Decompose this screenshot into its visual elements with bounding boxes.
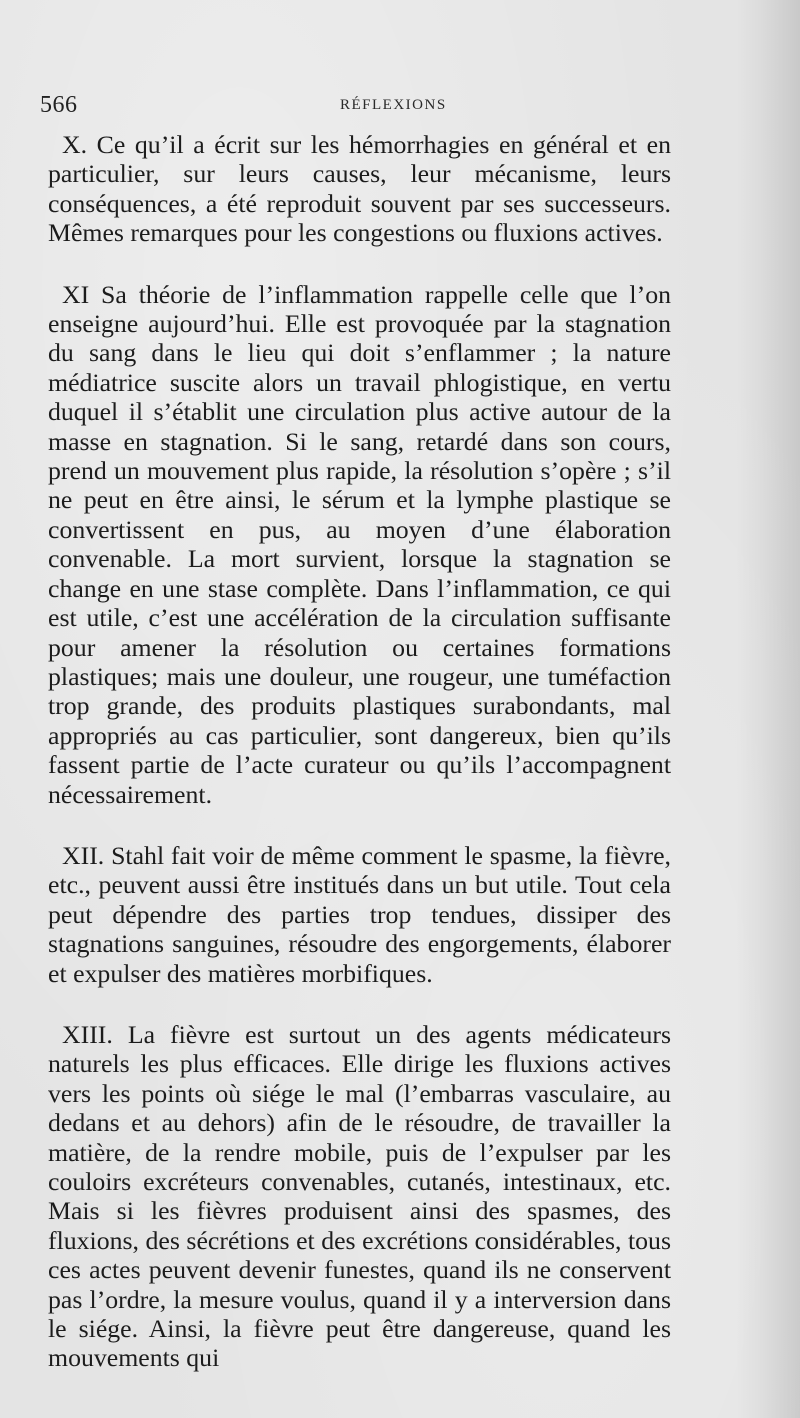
paragraph-xi: XI Sa théorie de l’inflammation rappelle celle que l’on enseigne aujourd’hui. Elle est provoquée par la stagnation du sang dans le lieu qui doit s’enflammer ; la nature médiatrice suscite alors un travail phlogistique, en vertu duquel il s’établit une circulation plus active autour de la masse en stagnation. Si le sang, retardé dans son cours, prend un mouvement plus rapide, la résolution s’opère ; s’il ne peut en être ainsi, le sérum et la lymphe plastique se convertissent en pus, au moyen d’une élaboration convenable. La mort survient, lorsque la stagnation se change en une stase complète. Dans l’inflammation, ce qui est utile, c’est une accélération de la circulation suffisante pour amener la résolution ou certaines formations plastiques; mais une douleur, une rougeur, une tuméfaction trop grande, des produits plastiques surabondants, mal appropriés au cas particulier, sont dangereux, bien qu’ils fassent partie de l’acte curateur ou qu’ils l’accompagnent nécessairement.	[48, 279, 671, 809]
page-number: 566	[40, 92, 78, 118]
running-head: RÉFLEXIONS	[340, 97, 447, 113]
paragraph-xii: XII. Stahl fait voir de même comment le spasme, la fièvre, etc., peuvent aussi être institués dans un but utile. Tout cela peut dépendre des parties trop tendues, dissiper des stagnations sanguines, résoudre des engorgements, élaborer et expulser des matières morbifiques.	[48, 840, 671, 988]
page-header	[40, 92, 680, 126]
body-text	[48, 130, 671, 1373]
paragraph-x: X. Ce qu’il a écrit sur les hémorrhagies en général et en particulier, sur leurs causes, leur mécanisme, leurs conséquences, a été reproduit souvent par ses successeurs. Mêmes remarques pour les congestions ou fluxions actives.	[48, 130, 671, 248]
page-gutter-shadow	[736, 0, 800, 1418]
paragraph-xiii: XIII. La fièvre est surtout un des agents médicateurs naturels les plus efficaces. Elle dirige les fluxions actives vers les points où siége le mal (l’embarras vasculaire, au dedans et au dehors) afin de le résoudre, de travailler la matière, de la rendre mobile, puis de l’expulser par les couloirs excréteurs convenables, cutanés, intestinaux, etc. Mais si les fièvres produisent ainsi des spasmes, des fluxions, des sécrétions et des excrétions considérables, tous ces actes peuvent devenir funestes, quand ils ne conservent pas l’ordre, la mesure voulus, quand il y a interversion dans le siége. Ainsi, la fièvre peut être dangereuse, quand les mouvements qui	[48, 1019, 671, 1373]
